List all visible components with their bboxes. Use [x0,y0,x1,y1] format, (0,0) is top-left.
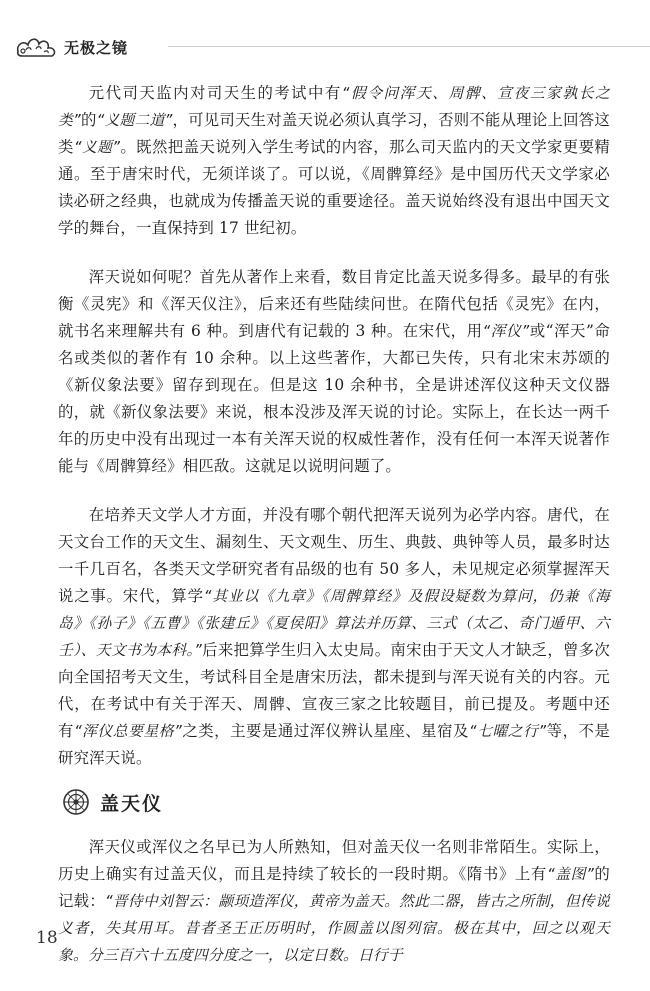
quoted-text-segment: “浑仪” [482,323,530,340]
text-segment: 或“浑天”命名或类似的著作有 10 余种。以上这些著作，大都已失传，只有北宋末苏颂的《新仪象法要》留存到现在。但是这 10 余种书，全是讲述浑仪这种天文仪器的，就《新仪象法要》来说，根本没涉及浑天说的讨论。实际上，在长达一两千年的历史中没有出现过一本有关浑天说的权威性著作，没有任何一本浑天说著作能与《周髀算经》相匹敌。这就足以说明问题了。 [58,322,611,475]
quoted-text-segment: “义题二道” [96,112,173,129]
paragraph-3 [58,502,610,772]
quoted-text-segment: “盖图” [546,866,594,883]
text-segment: ，可见司天生对盖天说必须认真学习，否则不能从理论上回答这类 [58,111,610,156]
section-title: 盖天仪 [100,792,164,815]
text-segment: 等，不是研究浑天说。 [58,722,611,767]
page-number: 18 [36,928,58,948]
text-segment: 浑天说如何呢？首先从著作上来看，数目肯定比盖天说多得多。最早的有张衡《灵宪》和《浑天仪注》，后来还有些陆续问世。在隋代包括《灵宪》在内，就书名来理解共有 6 种。到唐代有记载的 3 种。在宋代，用 [58,268,610,340]
running-header [14,30,128,64]
quoted-text-segment: “义题” [73,139,121,156]
text-segment: 浑天仪或浑仪之名早已为人所熟知，但对盖天仪一名则非常陌生。实际上，历史上确实有过盖天仪，而且是持续了较长的一段时期。《隋书》上有 [58,838,610,883]
quoted-text-segment: “晋侍中刘智云：颛顼造浑仪，黄帝为盖天。然此二器，皆古之所制，但传说义者，失其用耳。昔者圣王正历明时，作圆盖以图列宿。极在其中，回之以观天象。分三百六十五度四分度之一，以定日数。日行于 [58,893,610,964]
quoted-text-segment: “假令问浑天、周髀、宣夜三家孰长之类” [58,85,610,129]
cloud-scroll-icon [14,32,60,62]
text-segment: 的记载： [58,865,610,910]
paragraph-2 [58,264,610,480]
text-segment: 后来把算学生归入太史局。南宋由于天文人才缺乏，曾多次向全国招考天文生，考试科目全是唐宋历法，都未提到与浑天说有关的内容。元代，在考试中有关于浑天、周髀、宣夜三家之比较题目，前已提及。考题中还有 [58,641,610,740]
paragraph-1 [58,80,610,242]
text-segment: 在培养天文学人才方面，并没有哪个朝代把浑天说列为必学内容。唐代，在天文台工作的天文生、漏刻生、天文观生、历生、典鼓、典钟等人员，最多时达一千几百名，各类天文学研究者有品级的也有 50 多人，未见规定必须掌握浑天说之事。宋代，算学 [58,506,610,605]
page-body [58,80,610,991]
armillary-sphere-icon [62,788,100,816]
header-divider [168,46,650,47]
running-header-title: 无极之镜 [64,38,129,57]
quoted-text-segment: “七曜之行” [468,723,547,740]
text-segment: 。既然把盖天说列入学生考试的内容，那么司天监内的天文学家更要精通。至于唐宋时代，无须详谈了。可以说，《周髀算经》是中国历代天文学家必读必研之经典，也就成为传播盖天说的重要途径。盖天说始终没有退出中国天文学的舞台，一直保持到 17 世纪初。 [58,138,610,237]
text-segment: 元代司天监内对司天生的考试中有 [88,84,342,102]
quoted-text-segment: “浑仪总要星格” [73,723,182,740]
paragraph-4 [58,834,610,969]
section-heading [62,788,610,816]
text-segment: 之类，主要是通过浑仪辨认星座、星宿及 [181,722,469,740]
quoted-text-segment: “其业以《九章》《周髀算经》及假设疑数为算问，仍兼《海岛》《孙子》《五曹》《张建丘》《夏侯阳》算法并历算、三式（太乙、奇门遁甲、六壬）、天文书为本科。” [58,588,610,659]
text-segment: 的 [80,111,97,129]
